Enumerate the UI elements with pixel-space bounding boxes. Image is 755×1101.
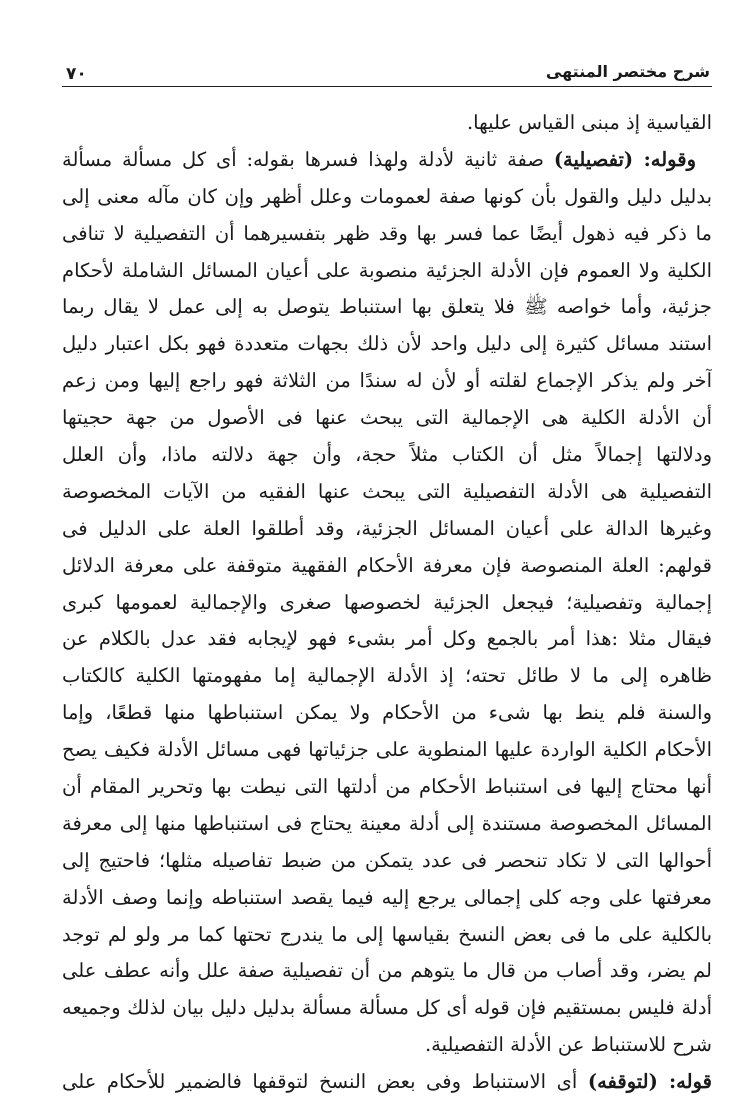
text-line [62,880,712,917]
text-line [62,806,712,843]
text-line [62,363,712,400]
line-text: صفة ثانية لأدلة ولهذا فسرها بقوله: أى كل مسألة مسألة [62,147,554,171]
line-text: القياسية إذ مبنى القياس عليها. [466,111,712,134]
line-text: أنها محتاج إليها فى استنباط الأحكام من أدلتها التى نيطت بها وتحرير المقام أن [62,775,712,799]
text-line [62,585,712,622]
text-line [62,917,712,954]
lemma-heading: قوله: (لتوقفه) [587,1070,712,1094]
text-line [62,990,712,1027]
line-text: إجمالية وتفصيلية؛ فيجعل الجزئية لخصوصها صغرى والإجمالية لعمومها كبرى [62,590,712,614]
text-line [62,658,712,695]
text-line [62,216,712,253]
text-line [62,621,712,658]
lemma-heading: وقوله: (تفصيلية) [553,147,696,171]
line-text: ظاهره إلى ما لا طائل تحته؛ إذ الأدلة الإجمالية إما مفهومتها الكلية كالكتاب [62,664,712,688]
text-line [62,1027,712,1064]
line-text: ودلالتها إجمالاً مثل أن الكتاب مثلاً حجة، وأن جهة دلالته ماذا، وأن العلل [62,443,712,467]
text-line [62,400,712,437]
text-line [62,474,712,511]
line-text: وغيرها الدالة على أعيان المسائل الجزئية، وقد أطلقوا العلة على الدليل فى [62,516,712,540]
line-text: شرح للاستنباط عن الأدلة التفصيلية. [424,1033,712,1057]
line-text: قولهم: العلة المنصوصة فإن معرفة الأحكام الفقهية متوقفة على معرفة الدلائل [62,553,712,577]
text-line [62,732,712,769]
text-line [62,326,712,363]
line-text: فيقال مثلا :هذا أمر بالجمع وكل أمر بشىء فهو لإيجابه فقد عدل بالكلام عن [62,627,712,651]
line-text: أى الاستنباط وفى بعض النسخ لتوقفها فالضمير للأحكام على [62,1070,588,1094]
line-text: أدلة فليس بمستقيم فإن قوله أى كل مسألة مسألة بدليل دليل بيان لذلك وجميعه [62,996,712,1020]
line-text: استند مسائل كثيرة إلى دليل واحد لأن ذلك بجهات متعددة فهو بكل اعتبار دليل [62,332,712,356]
text-line [62,437,712,474]
text-line [62,105,712,142]
document-page [62,50,712,1094]
line-text: ما ذكر فيه ذهول أيضًا عما فسر بها وقد ظهر بتفسيرهما أن التفصيلية لا تنافى [62,221,712,245]
text-line [62,253,712,290]
line-text: آخر ولم يذكر الإجماع لقلته أو لأن له سندًا من الثلاثة فهو راجع إليها ومن زعم [62,369,712,393]
line-text: أن الأدلة الكلية هى الإجمالية التى يبحث عنها فى الأصول من جهة حجيتها [62,406,712,430]
line-text: جزئية، وأما خواصه ﷺ فلا يتعلق بها استنباط يتوصل به إلى عمل لا يقال ربما [62,295,712,319]
line-text: الكلية ولا العموم فإن الأدلة الجزئية منصوبة على أعيان المسائل الشاملة لأحكام [62,258,712,282]
page-number: ٧٠ [66,64,87,84]
text-line [62,769,712,806]
text-line [62,695,712,732]
line-text: المسائل المخصوصة مستندة إلى أدلة معينة يحتاج فى استنباطها منها إلى معرفة [62,811,712,835]
line-text: معرفتها على وجه كلى إجمالى يرجع إليه فيما يقصد استنباطه وإنما وصف الأدلة [62,885,712,909]
text-line [62,179,712,216]
commentary-text [62,105,712,1101]
text-line [62,1064,712,1101]
book-title: شرح مختصر المنتهى [545,62,710,81]
line-text: والسنة فلم ينط بها شىء من الأحكام ولا يمكن استنباطها منها قطعًا، وإما [62,701,712,725]
line-text: لم يضر، وقد أصاب من قال ما يتوهم من أن تفصيلية صفة علل وأنه عطف على [62,959,712,983]
text-line [62,142,712,179]
text-line [62,953,712,990]
line-text: التفصيلية هى الأدلة التفصيلية التى يبحث عنها الفقيه من الآيات المخصوصة [62,479,712,503]
text-line [62,843,712,880]
running-header [62,50,712,87]
line-text: أحوالها التى لا تكاد تنحصر فى عدد يتمكن من ضبط تفاصيله مثلها؛ فاحتيج إلى [62,848,712,872]
text-line [62,289,712,326]
line-text: بدليل دليل والقول بأن كونها صفة لعمومات وعلل أظهر وإن كان مآله معنى إلى [62,184,712,208]
line-text: الأحكام الكلية الواردة عليها المنطوية على جزئياتها فهى مسائل الأدلة فكيف يصح [62,738,712,762]
text-line [62,548,712,585]
text-line [62,511,712,548]
line-text: بالكلية على ما فى بعض النسخ بقياسها إلى ما يندرج تحتها كما مر ولو لم توجد [62,922,712,946]
